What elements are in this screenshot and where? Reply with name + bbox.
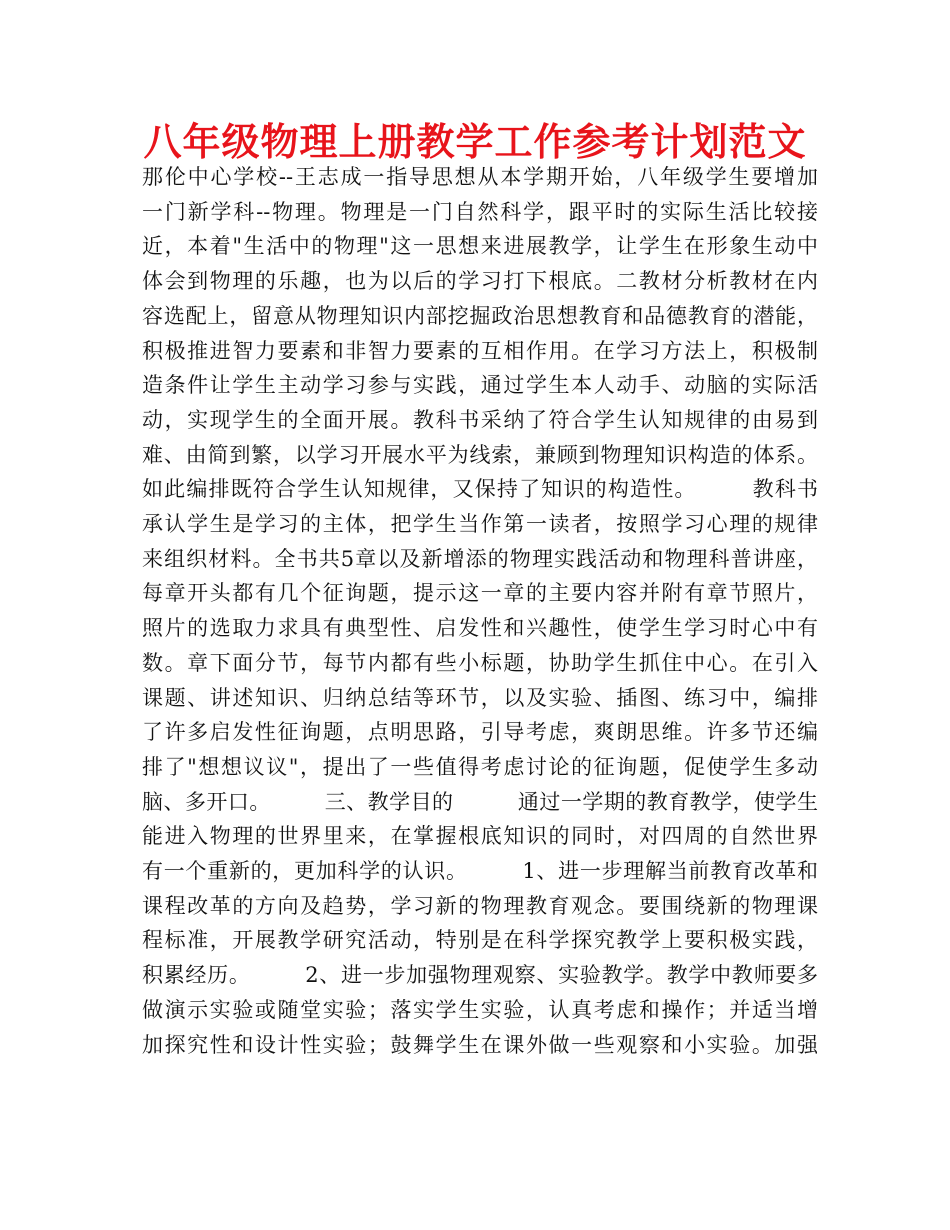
body-line: 积极推进智力要素和非智力要素的互相作用。在学习方法上，积极制 — [142, 338, 818, 363]
body-line: 课程改革的方向及趋势，学习新的物理教育观念。要围绕新的物理课 — [142, 893, 818, 918]
body-line: 难、由简到繁，以学习开展水平为线索，兼顾到物理知识构造的体系。 — [142, 442, 818, 467]
body-line: 做演示实验或随堂实验；落实学生实验，认真考虑和操作；并适当增 — [142, 997, 818, 1022]
body-line: 有一个重新的，更加科学的认识。 1、进一步理解当前教育改革和 — [142, 859, 818, 884]
document-body — [142, 160, 818, 1062]
body-line: 课题、讲述知识、归纳总结等环节，以及实验、插图、练习中，编排 — [142, 685, 818, 710]
body-line: 每章开头都有几个征询题，提示这一章的主要内容并附有章节照片， — [142, 581, 818, 606]
body-line: 来组织材料。全书共5章以及新增添的物理实践活动和物理科普讲座， — [142, 546, 818, 571]
body-line: 加探究性和设计性实验；鼓舞学生在课外做一些观察和小实验。加强 — [142, 1032, 818, 1057]
body-line: 造条件让学生主动学习参与实践，通过学生本人动手、动脑的实际活 — [142, 373, 818, 398]
body-line: 数。章下面分节，每节内都有些小标题，协助学生抓住中心。在引入 — [142, 650, 818, 675]
body-line: 能进入物理的世界里来，在掌握根底知识的同时，对四周的自然世界 — [142, 824, 818, 849]
body-line: 积累经历。 2、进一步加强物理观察、实验教学。教学中教师要多 — [142, 963, 818, 988]
body-line: 脑、多开口。 三、教学目的 通过一学期的教育教学，使学生 — [142, 789, 818, 814]
body-line: 容选配上，留意从物理知识内部挖掘政治思想教育和品德教育的潜能， — [142, 303, 818, 328]
body-line: 排了"想想议议"，提出了一些值得考虑讨论的征询题，促使学生多动 — [142, 754, 818, 779]
body-line: 近，本着"生活中的物理"这一思想来进展教学，让学生在形象生动中 — [142, 234, 818, 259]
body-line: 一门新学科--物理。物理是一门自然科学，跟平时的实际生活比较接 — [142, 199, 818, 224]
body-line: 动，实现学生的全面开展。教科书采纳了符合学生认知规律的由易到 — [142, 407, 818, 432]
body-line: 那伦中心学校--王志成一指导思想从本学期开始，八年级学生要增加 — [142, 165, 818, 189]
document-title: 八年级物理上册教学工作参考计划范文 — [143, 120, 807, 164]
body-line: 程标准，开展教学研究活动，特别是在科学探究教学上要积极实践， — [142, 928, 818, 953]
body-line: 如此编排既符合学生认知规律，又保持了知识的构造性。 教科书 — [142, 477, 818, 502]
body-line: 了许多启发性征询题，点明思路，引导考虑，爽朗思维。许多节还编 — [142, 720, 818, 745]
body-line: 体会到物理的乐趣，也为以后的学习打下根底。二教材分析教材在内 — [142, 269, 818, 294]
body-line: 承认学生是学习的主体，把学生当作第一读者，按照学习心理的规律 — [142, 512, 818, 537]
body-line: 照片的选取力求具有典型性、启发性和兴趣性，使学生学习时心中有 — [142, 616, 818, 641]
